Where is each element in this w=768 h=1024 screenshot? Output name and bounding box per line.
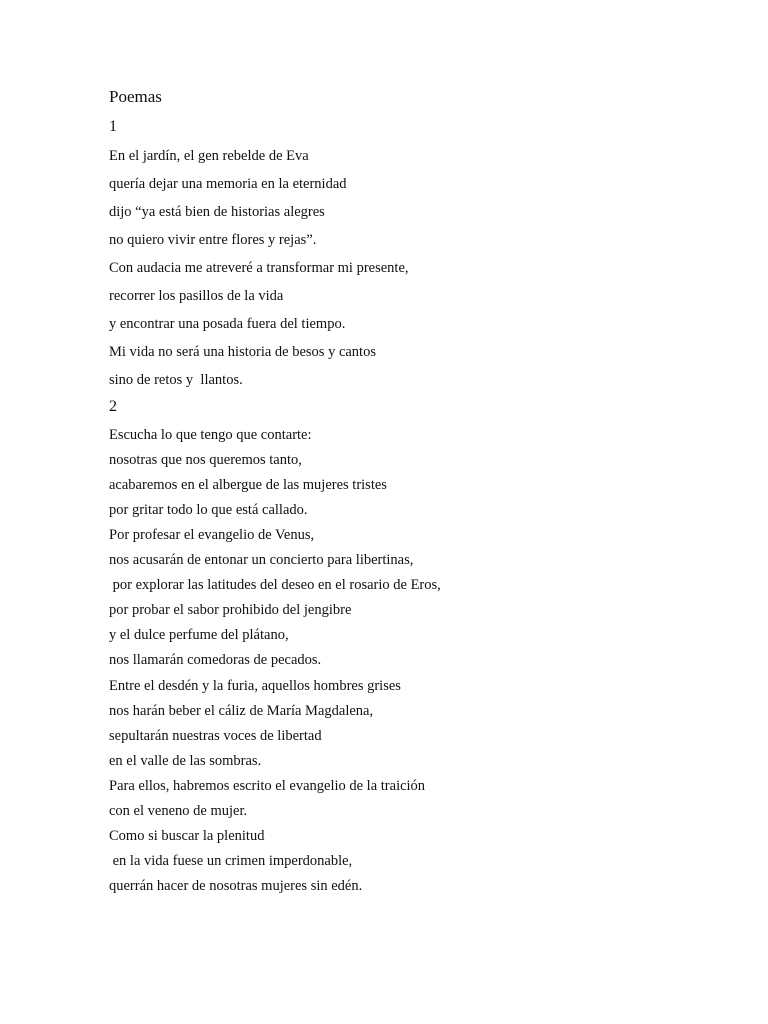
poem-line: nos llamarán comedoras de pecados. <box>109 652 322 668</box>
poem-line: nos harán beber el cáliz de María Magdalena, <box>109 703 374 719</box>
poem-line: nos acusarán de entonar un concierto para libertinas, <box>109 552 414 568</box>
poem-line: quería dejar una memoria en la eternidad <box>109 176 347 192</box>
poem-number: 1 <box>109 118 117 135</box>
poem-line: querrán hacer de nosotras mujeres sin edén. <box>109 878 363 894</box>
poem-line: Para ellos, habremos escrito el evangelio de la traición <box>109 778 426 794</box>
poem-line: con el veneno de mujer. <box>109 803 248 819</box>
poem-line: Por profesar el evangelio de Venus, <box>109 527 315 543</box>
poem-line: Con audacia me atreveré a transformar mi presente, <box>109 260 409 276</box>
poem-line: y encontrar una posada fuera del tiempo. <box>109 316 346 332</box>
poem-line: sino de retos y llantos. <box>109 372 243 388</box>
document-title: Poemas <box>109 87 162 106</box>
poem-line: no quiero vivir entre flores y rejas”. <box>109 232 317 248</box>
poem-line: por probar el sabor prohibido del jengibre <box>109 602 352 618</box>
poem-line: en el valle de las sombras. <box>109 753 262 769</box>
poem-line: Como si buscar la plenitud <box>109 828 265 844</box>
poem-line: recorrer los pasillos de la vida <box>109 288 284 304</box>
poem-line: nosotras que nos queremos tanto, <box>109 452 302 468</box>
document-page <box>109 0 729 1024</box>
poem-line: en la vida fuese un crimen imperdonable, <box>109 853 353 869</box>
poem-line: Mi vida no será una historia de besos y cantos <box>109 344 376 360</box>
poem-line: sepultarán nuestras voces de libertad <box>109 728 322 744</box>
poem-line: Entre el desdén y la furia, aquellos hombres grises <box>109 678 401 694</box>
poem-line: por gritar todo lo que está callado. <box>109 502 308 518</box>
poem-line: y el dulce perfume del plátano, <box>109 627 289 643</box>
poem-line: dijo “ya está bien de historias alegres <box>109 204 325 220</box>
poem-line: por explorar las latitudes del deseo en el rosario de Eros, <box>109 577 441 593</box>
poem-number: 2 <box>109 398 117 415</box>
poem-line: En el jardín, el gen rebelde de Eva <box>109 148 309 164</box>
poem-line: Escucha lo que tengo que contarte: <box>109 427 312 443</box>
poem-line: acabaremos en el albergue de las mujeres tristes <box>109 477 387 493</box>
